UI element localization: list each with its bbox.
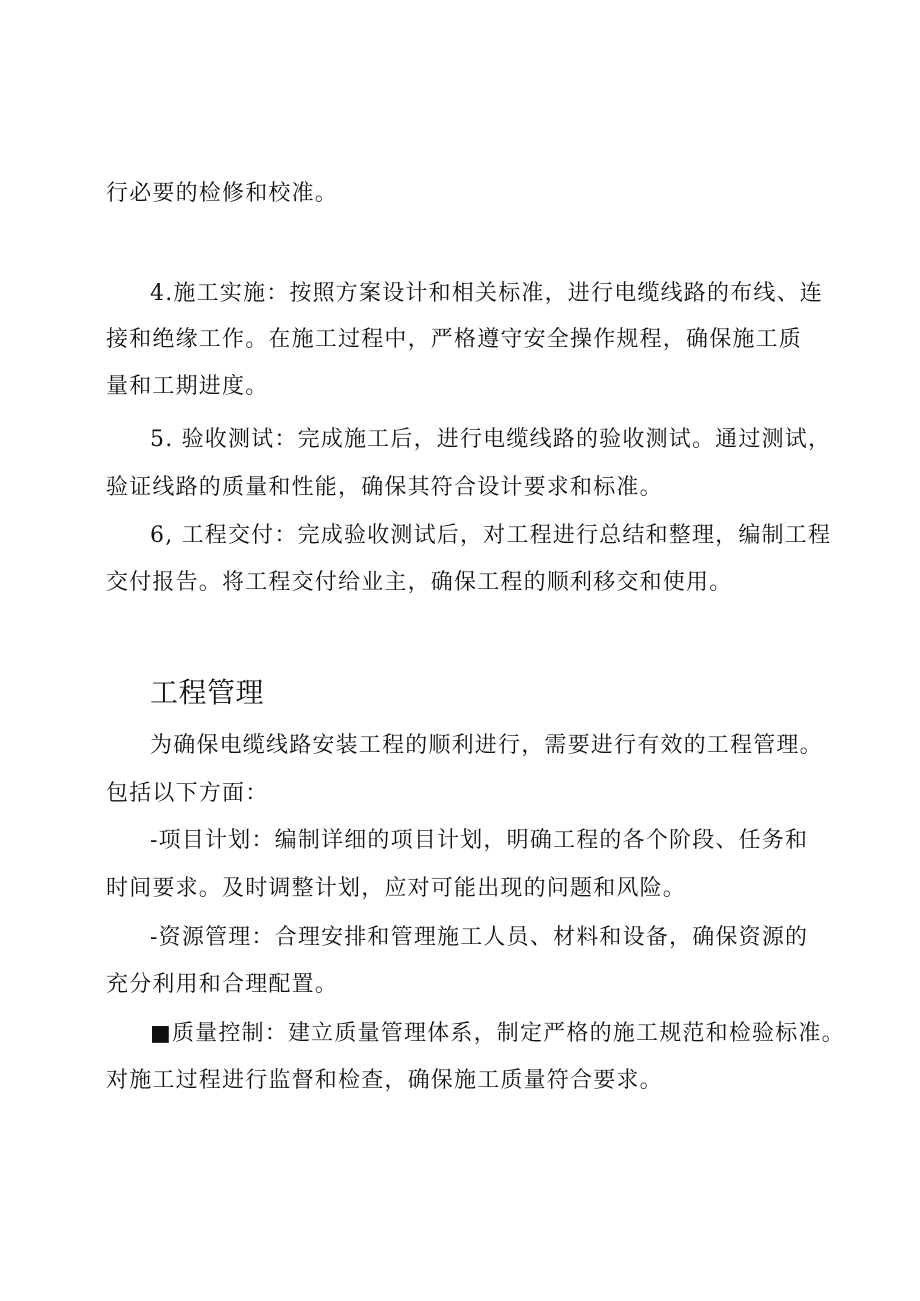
resource-management-line-2: 充分利用和合理配置。	[106, 972, 339, 997]
step6-line-1: 6, 工程交付：完成验收测试后，对工程进行总结和整理，编制工程	[150, 523, 832, 548]
quality-control-line-1: ■质量控制：建立质量管理体系，制定严格的施工规范和检验标准。	[150, 1021, 845, 1046]
project-plan-line-2: 时间要求。及时调整计划，应对可能出现的问题和风险。	[106, 876, 687, 901]
intro-line-2: 包括以下方面：	[106, 781, 269, 806]
step6-line-2: 交付报告。将工程交付给业主，确保工程的顺利移交和使用。	[106, 570, 733, 595]
step5-line-1: 5. 验收测试：完成施工后，进行电缆线路的验收测试。通过测试，	[150, 427, 832, 452]
project-plan-line-1: -项目计划：编制详细的项目计划，明确工程的各个阶段、任务和	[150, 828, 809, 853]
step5-line-2: 验证线路的质量和性能，确保其符合设计要求和标准。	[106, 475, 663, 500]
quality-control-line-2: 对施工过程进行监督和检查，确保施工质量符合要求。	[106, 1068, 663, 1093]
resource-management-line-1: -资源管理：合理安排和管理施工人员、材料和设备，确保资源的	[150, 925, 809, 950]
step4-line-2: 接和绝缘工作。在施工过程中，严格遵守安全操作规程，确保施工质	[106, 327, 803, 352]
intro-line-1: 为确保电缆线路安装工程的顺利进行，需要进行有效的工程管理。	[150, 733, 823, 758]
step4-line-1: 4.施工实施：按照方案设计和相关标准，进行电缆线路的布线、连	[150, 281, 823, 306]
step4-line-3: 量和工期进度。	[106, 374, 269, 399]
paragraph-continuation: 行必要的检修和校准。	[106, 181, 339, 206]
section-heading: 工程管理	[150, 676, 265, 709]
